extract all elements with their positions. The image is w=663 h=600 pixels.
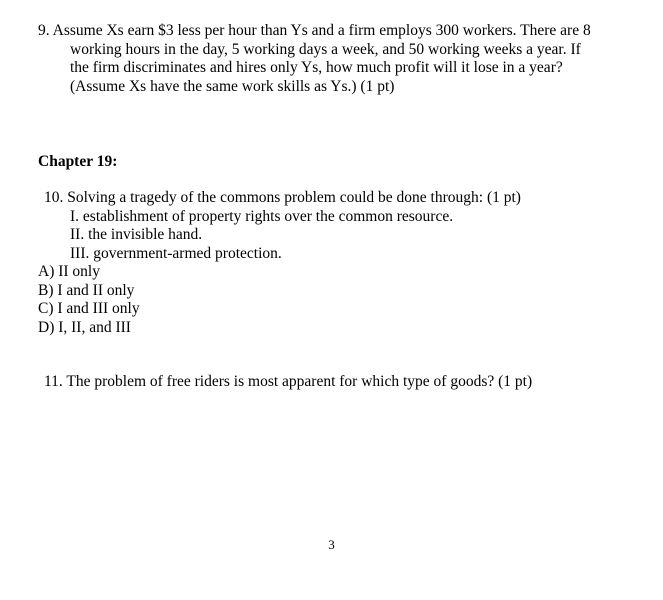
- question-10-option-d: D) I, II, and III: [38, 318, 131, 336]
- question-9: [38, 22, 628, 96]
- question-9-line-3: the firm discriminates and hires only Ys, how much profit will it lose in a year?: [70, 59, 563, 76]
- question-9-line-2: working hours in the day, 5 working days a week, and 50 working weeks a year. If: [70, 40, 581, 58]
- chapter-heading: Chapter 19:: [38, 153, 118, 170]
- question-10-stem: 10. Solving a tragedy of the commons problem could be done through: (1 pt): [44, 189, 521, 206]
- question-9-line-4: (Assume Xs have the same work skills as Ys.) (1 pt): [70, 77, 395, 95]
- question-9-line-1: 9. Assume Xs earn $3 less per hour than Ys and a firm employs 300 workers. There are 8: [38, 22, 591, 39]
- question-10-option-a: A) II only: [38, 263, 100, 280]
- question-10: [38, 189, 628, 337]
- question-11-stem: 11. The problem of free riders is most apparent for which type of goods? (1 pt): [44, 373, 533, 390]
- page-number: 3: [328, 537, 335, 552]
- question-10-option-b: B) I and II only: [38, 281, 135, 299]
- question-10-statement-1: I. establishment of property rights over the common resource.: [70, 207, 454, 225]
- question-10-option-c: C) I and III only: [38, 300, 140, 317]
- question-10-statement-2: II. the invisible hand.: [70, 226, 203, 243]
- question-10-statement-3: III. government-armed protection.: [70, 244, 282, 262]
